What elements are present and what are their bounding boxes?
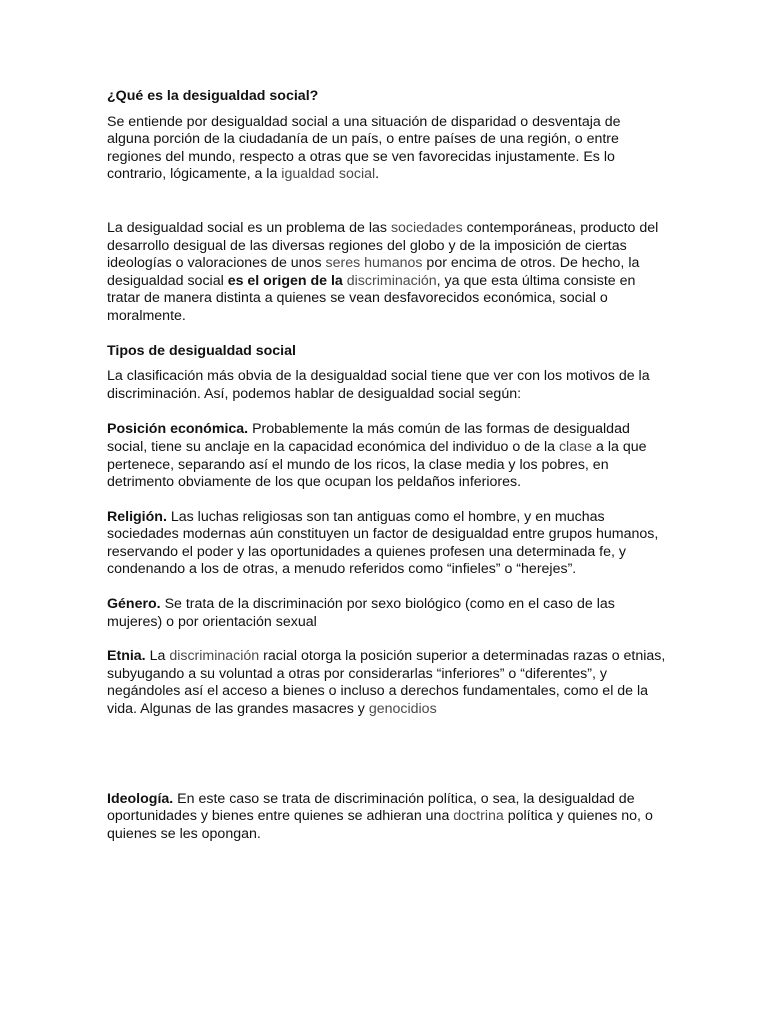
spacer (107, 326, 667, 343)
text-segment: Se trata de la discriminación por sexo biológico (como en el caso de las mujeres) o por orientación sexual (107, 596, 615, 630)
heading-tipos: Tipos de desigualdad social (107, 342, 296, 359)
spacer (107, 492, 667, 509)
text-segment: Se entiende por desigualdad social a una situación de disparidad o desventaja de alguna porción de la ciudadanía de un país, o entre países de una región, o entre regiones del mundo, respecto a otras que se ven favorecidas injustamente. Es lo contrario, lógicamente, a la (107, 113, 621, 183)
bold-origen: es el origen de la (227, 272, 343, 289)
paragraph-definicion (107, 114, 667, 184)
text-segment: Las luchas religiosas son tan antiguas como el hombre, y en muchas sociedades modernas aún constituyen un factor de desigualdad entre grupos humanos, reservando el poder y las oportunidades a quienes profesen una determinada fe, y condenando a los de otras, a menudo referidos como “infieles” o “herejes”. (107, 508, 659, 578)
paragraph-genero (107, 596, 667, 631)
text-segment: La (145, 648, 170, 665)
text-segment: política y quienes no, o quienes se les opongan. (107, 808, 653, 842)
spacer (107, 719, 667, 791)
text-segment: racial otorga la posición superior a determinadas razas o etnias, subyugando a su voluntad a otras por considerarlas “inferiores” o “diferentes”, y negándoles así el acceso a bienes o incluso a derechos fundamentales, como el de la vida. Algunas de las grandes masacres y (107, 648, 666, 718)
paragraph-religion (107, 509, 667, 579)
paragraph-posicion-economica (107, 421, 667, 491)
link-discriminacion-racial[interactable]: discriminación (169, 648, 260, 665)
term-ideologia: Ideología. (107, 790, 174, 807)
paragraph-ideologia (107, 791, 667, 844)
text-segment: Probablemente la más común de las formas de desigualdad social, tiene su anclaje en la capacidad económica del individuo o de la (107, 421, 630, 455)
spacer (107, 579, 667, 596)
spacer (107, 184, 667, 220)
document-page (107, 88, 667, 843)
text-segment: contemporáneas, producto del desarrollo desigual de las diversas regiones del globo y de la imposición de ciertas ideologías o valoraciones de unos (107, 219, 659, 272)
term-genero: Género. (107, 596, 161, 613)
text-segment: , ya que esta última consiste en tratar de manera distinta a quienes se vean desfavorecidos económica, social o moralmente. (107, 272, 636, 324)
link-sociedades[interactable]: sociedades (390, 219, 463, 236)
text-segment: por encima de otros. De hecho, la desigualdad social (107, 255, 640, 289)
spacer (107, 403, 667, 421)
heading-que-es: ¿Qué es la desigualdad social? (107, 88, 319, 104)
link-seres-humanos[interactable]: seres humanos (325, 255, 423, 272)
text-segment: En este caso se trata de discriminación política, o sea, la desigualdad de oportunidades y bienes entre quienes se adhieran una (107, 790, 635, 825)
link-doctrina[interactable]: doctrina (453, 808, 504, 825)
paragraph-etnia (107, 648, 667, 718)
paragraph-clasificacion: La clasificación más obvia de la desigualdad social tiene que ver con los motivos de la discriminación. Así, podemos hablar de desigualdad social según: (107, 368, 650, 402)
text-segment: La desigualdad social es un problema de las (107, 219, 391, 236)
link-discriminacion[interactable]: discriminación (346, 272, 437, 289)
paragraph-problema (107, 220, 667, 326)
link-genocidios[interactable]: genocidios (368, 701, 437, 718)
spacer (107, 631, 667, 648)
text-segment: . (375, 166, 380, 183)
link-igualdad-social[interactable]: igualdad social (281, 166, 376, 183)
text-segment: a la que pertenece, separando así el mundo de los ricos, la clase media y los pobres, en detrimento obviamente de los que ocupan los peldaños inferiores. (107, 438, 647, 491)
term-posicion-economica: Posición económica. (107, 421, 249, 438)
link-clase[interactable]: clase (558, 438, 593, 455)
term-religion: Religión. (107, 508, 167, 525)
term-etnia: Etnia. (107, 648, 146, 665)
